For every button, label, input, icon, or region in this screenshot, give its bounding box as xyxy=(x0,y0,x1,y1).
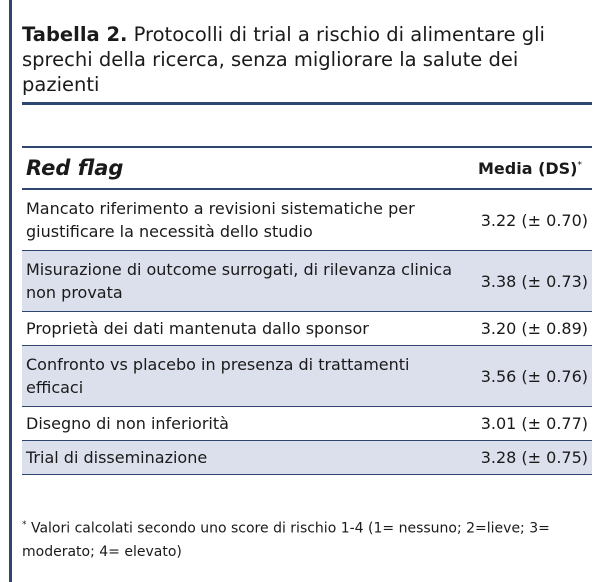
table-caption xyxy=(22,22,590,97)
header-media-label: Media (DS) xyxy=(477,158,578,178)
header-media-footnote-mark: * xyxy=(577,160,582,171)
header-red-flag: Red flag xyxy=(26,156,124,180)
row-flag: Trial di disseminazione xyxy=(26,448,208,467)
row-flag: Disegno di non inferiorità xyxy=(26,414,229,433)
row-value: 3.28 (± 0.75) xyxy=(480,448,588,467)
table-row xyxy=(22,189,592,251)
row-value: 3.22 (± 0.70) xyxy=(480,210,588,230)
left-accent-rule xyxy=(9,0,12,582)
row-value: 3.20 (± 0.89) xyxy=(480,319,588,338)
table-header-row xyxy=(22,147,592,189)
header-media xyxy=(464,147,592,189)
table-row xyxy=(22,441,592,475)
row-value: 3.01 (± 0.77) xyxy=(480,414,588,433)
caption-text: Protocolli di trial a rischio di alimentare gli sprechi della ricerca, senza migliorare la salute dei pazienti xyxy=(22,23,545,96)
table-row xyxy=(22,346,592,407)
data-table xyxy=(22,146,592,475)
row-value: 3.38 (± 0.73) xyxy=(480,271,588,291)
footnote-mark: * xyxy=(22,520,27,530)
table-row xyxy=(22,312,592,346)
row-value: 3.56 (± 0.76) xyxy=(480,366,588,386)
table-footnote xyxy=(22,514,588,564)
table-row xyxy=(22,251,592,312)
row-flag: Proprietà dei dati mantenuta dallo sponsor xyxy=(26,319,369,338)
row-flag: Confronto vs placebo in presenza di trattamenti efficaci xyxy=(26,355,410,397)
row-flag: Misurazione di outcome surrogati, di rilevanza clinica non provata xyxy=(26,260,453,302)
caption-label: Tabella 2. xyxy=(22,23,128,46)
caption-divider xyxy=(22,102,592,105)
row-flag: Mancato riferimento a revisioni sistematiche per giustificare la necessità dello studio xyxy=(26,199,415,241)
table-row xyxy=(22,407,592,441)
footnote-text: Valori calcolati secondo uno score di rischio 1-4 (1= nessuno; 2=lieve; 3= moderato; 4= elevato) xyxy=(22,520,550,560)
